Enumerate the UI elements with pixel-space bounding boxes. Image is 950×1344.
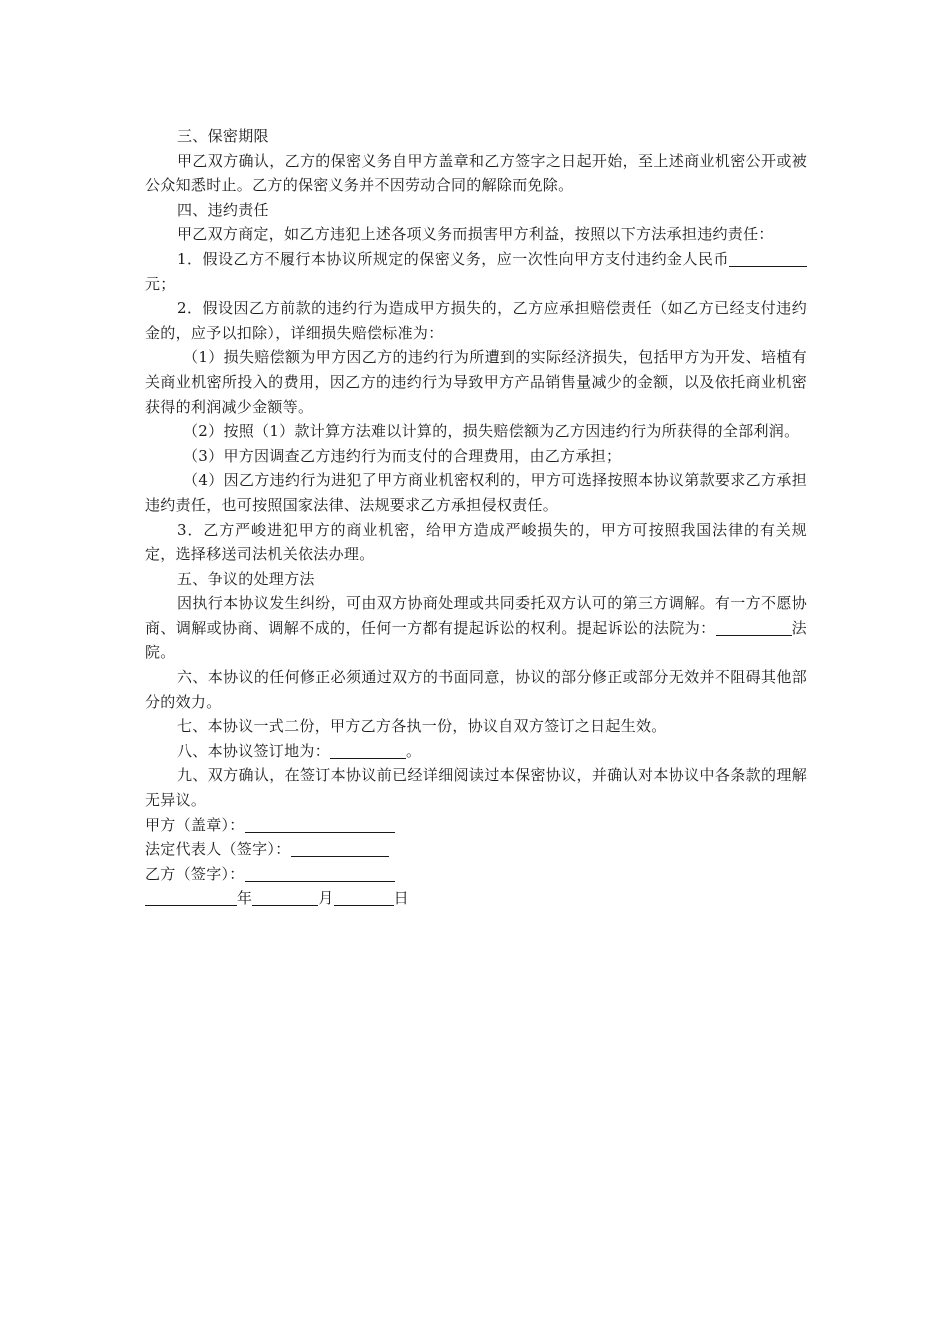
party-b-label: 乙方（签字）：: [145, 864, 245, 883]
section-5-paragraph: [145, 591, 807, 665]
section-4-item-3: 3．乙方严峻进犯甲方的商业机密，给甲方造成严峻损失的，甲方可按照我国法律的有关规定，选择移送司法机关依法办理。: [145, 520, 807, 564]
section-8-suffix: 。: [406, 741, 422, 760]
party-a-signature-line: [245, 816, 395, 833]
day-label: 日: [393, 889, 409, 908]
section-8: [145, 739, 807, 764]
penalty-amount-blank: [729, 250, 767, 267]
section-4-paragraph: 甲乙双方商定，如乙方违犯上述各项义务而损害甲方利益，按照以下方法承担违约责任：: [177, 225, 774, 244]
section-8-text: 八、本协议签订地为：: [177, 741, 331, 760]
party-a-signature-row: [145, 813, 807, 838]
court-name-blank: [716, 619, 792, 636]
section-5-text: 因执行本协议发生纠纷，可由双方协商处理或共同委托双方认可的第三方调解。有一方不愿协商、调解或协商、调解不成的，任何一方都有提起诉讼的权利。提起诉讼的法院为：: [145, 594, 807, 637]
section-5-heading: 五、争议的处理方法: [177, 569, 315, 588]
section-4-heading: 四、违约责任: [177, 200, 269, 219]
penalty-amount-blank-continued: [767, 250, 807, 267]
month-blank: [252, 889, 318, 906]
section-4-item-2-3: （3）甲方因调查乙方违约行为而支付的合理费用，由乙方承担；: [183, 446, 622, 465]
section-4-item-2-1: （1）损失赔偿额为甲方因乙方的违约行为所遭到的实际经济损失，包括甲方为开发、培植有关商业机密所投入的费用，因乙方的违约行为导致甲方产品销售量减少的金额，以及依托商业机密获得的利润减少金额等。: [145, 348, 807, 416]
item-1-text: 1．假设乙方不履行本协议所规定的保密义务，应一次性向甲方支付违约金人民币: [177, 249, 729, 268]
item-1-unit: 元；: [145, 274, 176, 293]
day-blank: [334, 889, 394, 906]
section-4-item-2: 2．假设因乙方前款的违约行为造成甲方损失的，乙方应承担赔偿责任（如乙方已经支付违约金的，应予以扣除），详细损失赔偿标准为：: [145, 299, 807, 342]
legal-rep-signature-row: [145, 837, 807, 862]
date-row: [145, 886, 807, 911]
section-4-item-2-2: （2）按照（1）款计算方法难以计算的，损失赔偿额为乙方因违约行为所获得的全部利润。: [183, 422, 800, 441]
section-7: 七、本协议一式二份，甲方乙方各执一份，协议自双方签订之日起生效。: [177, 717, 667, 736]
signing-place-blank: [330, 742, 406, 759]
section-3-paragraph: 甲乙双方确认，乙方的保密义务自甲方盖章和乙方签字之日起开始，至上述商业机密公开或被公众知悉时止。乙方的保密义务并不因劳动合同的解除而免除。: [145, 151, 807, 195]
section-3-heading: 三、保密期限: [177, 127, 269, 145]
section-5-suffix: 法院。: [145, 618, 807, 662]
party-b-signature-row: [145, 862, 807, 887]
year-blank: [145, 889, 237, 906]
month-label: 月: [318, 889, 334, 908]
section-9: 九、双方确认，在签订本协议前已经详细阅读过本保密协议，并确认对本协议中各条款的理解无异议。: [145, 766, 807, 810]
year-label: 年: [237, 889, 253, 908]
legal-rep-signature-line: [291, 840, 389, 857]
party-a-label: 甲方（盖章）：: [145, 815, 245, 834]
document-body: [145, 124, 807, 911]
section-4-item-2-4: （4）因乙方违约行为进犯了甲方商业机密权利的，甲方可选择按照本协议第款要求乙方承担违约责任，也可按照国家法律、法规要求乙方承担侵权责任。: [145, 471, 807, 514]
party-b-signature-line: [245, 865, 395, 882]
legal-rep-label: 法定代表人（签字）：: [145, 840, 291, 859]
section-4-item-1: [145, 247, 807, 296]
section-6: 六、本协议的任何修正必须通过双方的书面同意，协议的部分修正或部分无效并不阻碍其他部分的效力。: [145, 668, 807, 711]
